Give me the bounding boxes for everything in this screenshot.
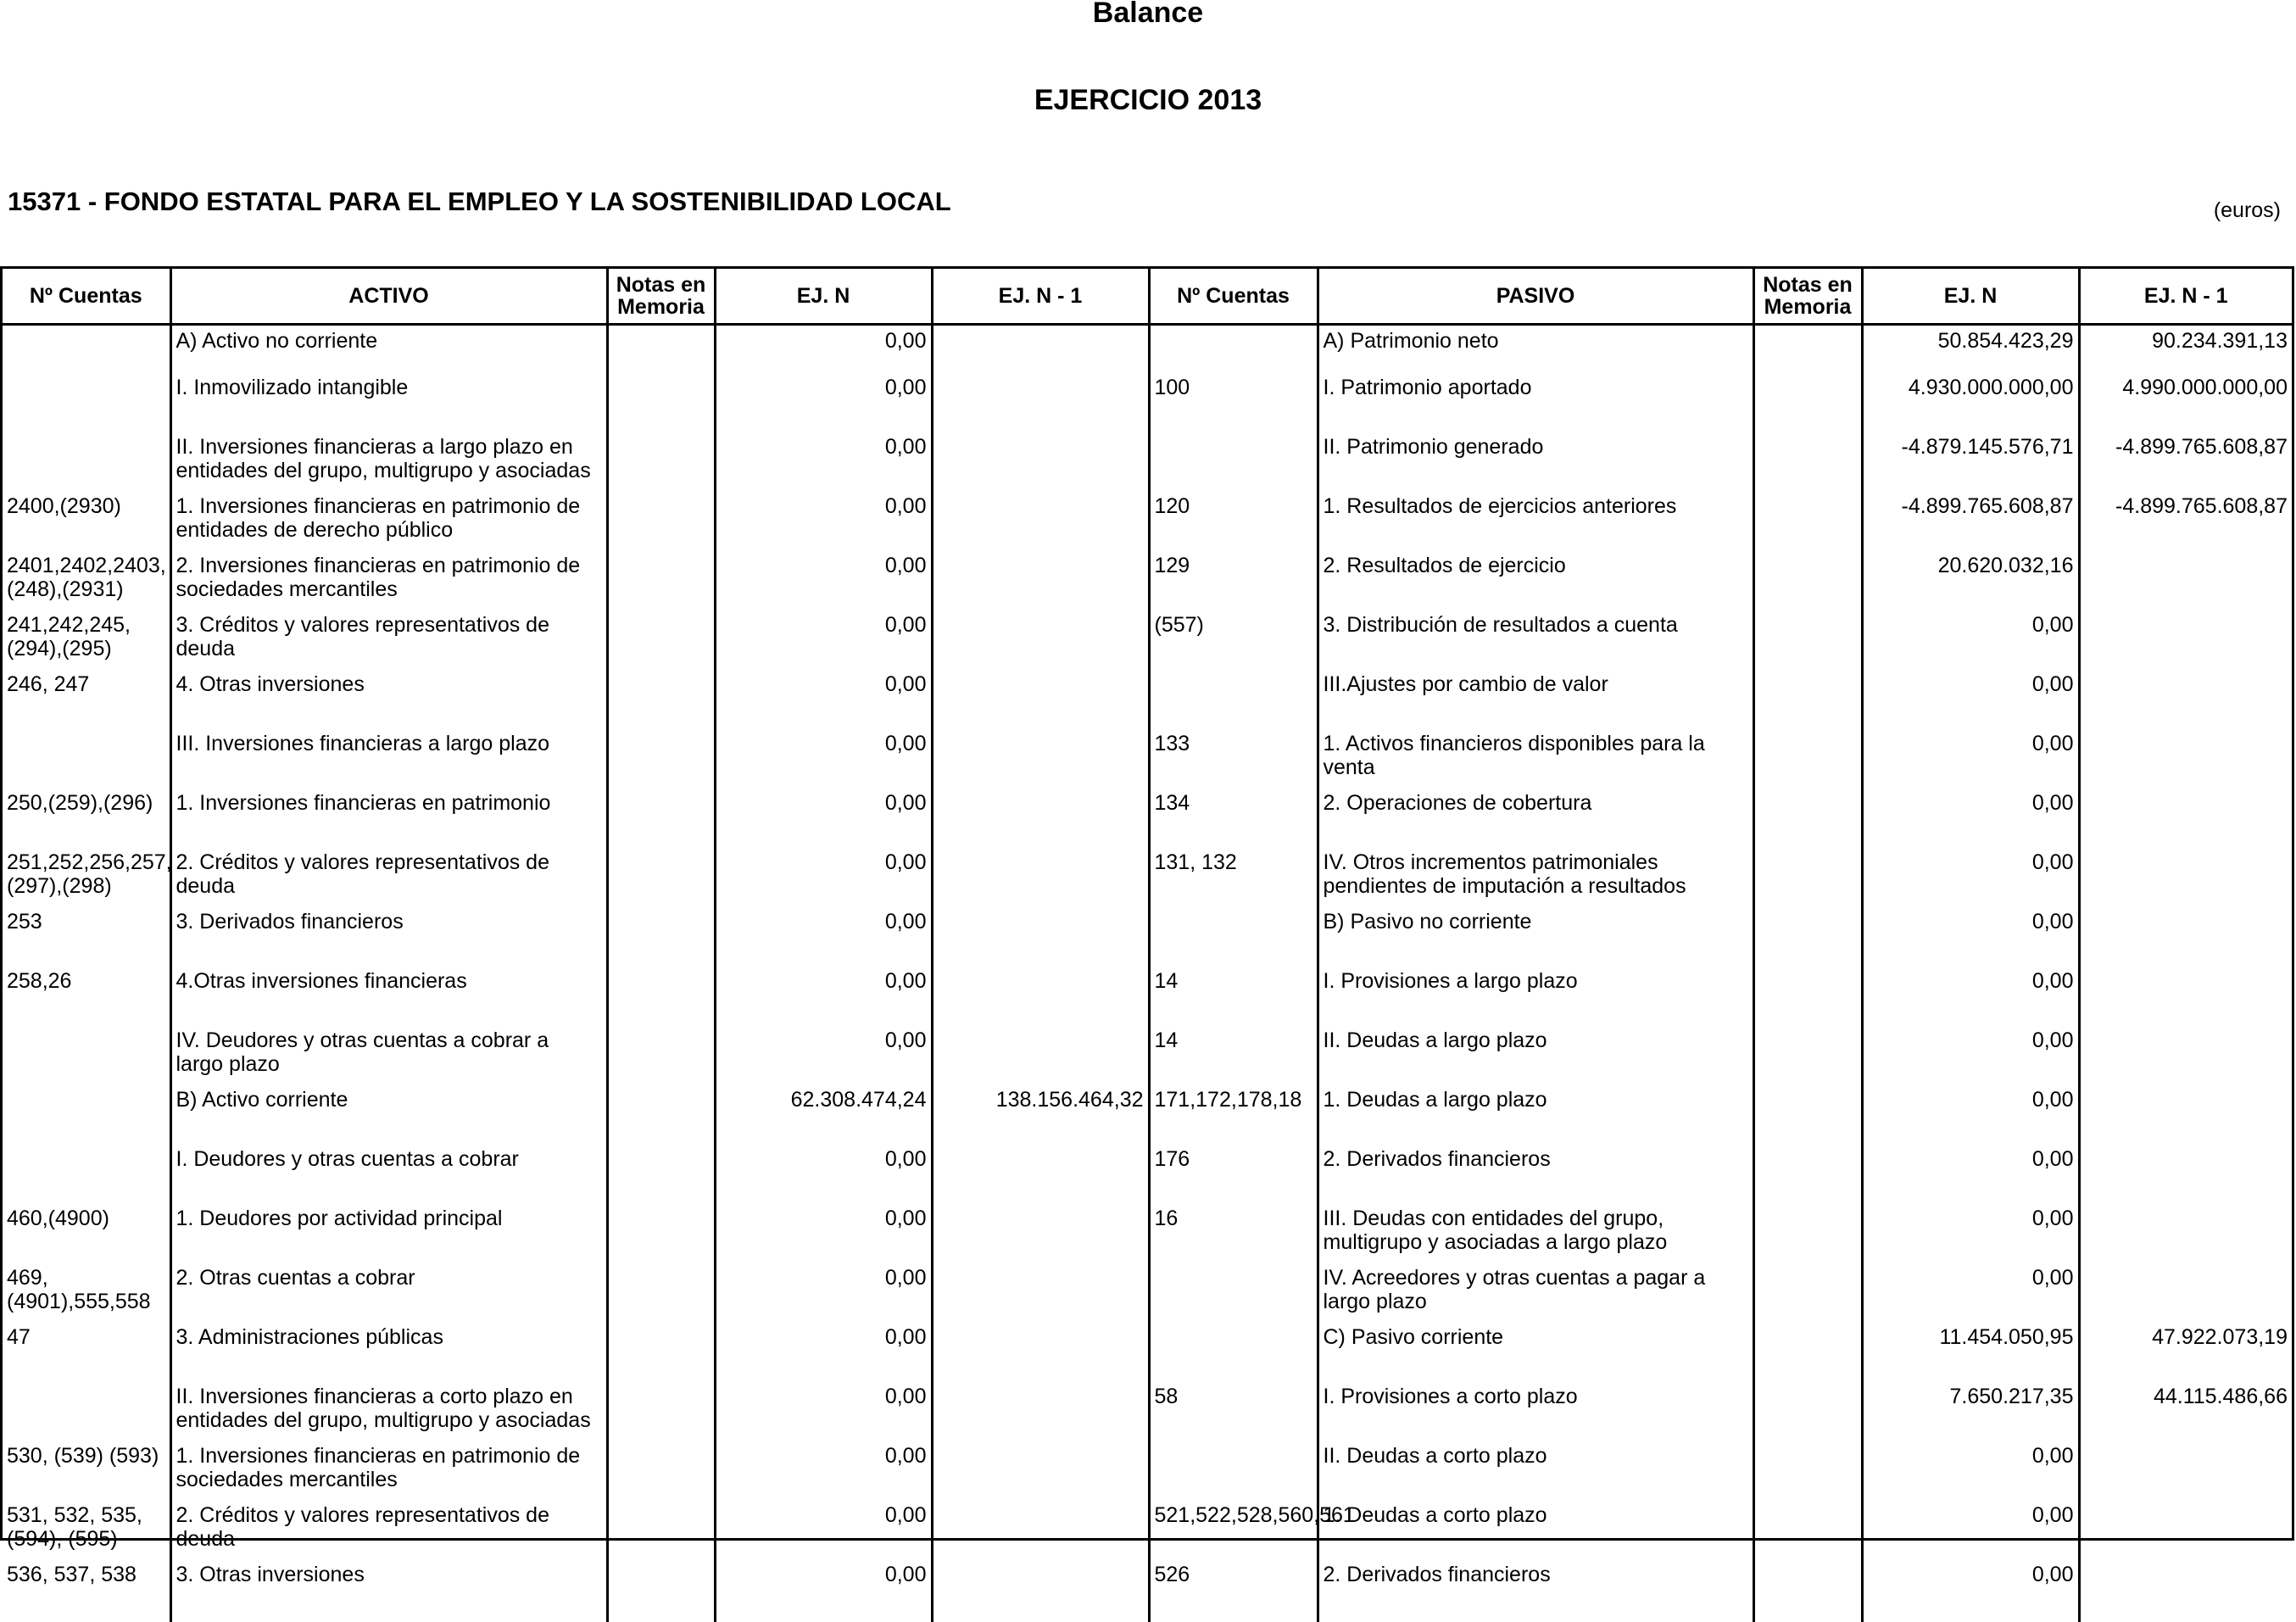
- cell-ejn-activo: 0,00: [715, 1563, 932, 1622]
- cell-ejn-pasivo: 0,00: [1862, 732, 2079, 791]
- cell-notas-activo: [607, 376, 715, 435]
- cell-notas-activo: [607, 325, 715, 376]
- cell-notas-activo: [607, 850, 715, 910]
- cell-notas-activo: [607, 554, 715, 613]
- cell-pasivo-label: 1. Deudas a corto plazo: [1318, 1503, 1753, 1563]
- cell-cuentas-pasivo: 58: [1149, 1385, 1318, 1444]
- cell-ejn-activo: 0,00: [715, 850, 932, 910]
- cell-ejn1-activo: [932, 1444, 1149, 1503]
- cell-cuentas-activo: 47: [3, 1325, 170, 1385]
- cell-ejn1-pasivo: [2079, 554, 2292, 613]
- cell-ejn1-pasivo: [2079, 969, 2292, 1028]
- cell-cuentas-pasivo: 100: [1149, 376, 1318, 435]
- cell-cuentas-activo: 531, 532, 535, (594), (595): [3, 1503, 170, 1563]
- cell-cuentas-pasivo: 131, 132: [1149, 850, 1318, 910]
- cell-activo-label: 2. Créditos y valores representativos de deuda: [170, 850, 607, 910]
- cell-cuentas-activo: 241,242,245,(294),(295): [3, 613, 170, 672]
- cell-pasivo-label: II. Deudas a largo plazo: [1318, 1028, 1753, 1088]
- cell-ejn-pasivo: 7.650.217,35: [1862, 1385, 2079, 1444]
- cell-ejn1-pasivo: [2079, 1147, 2292, 1207]
- cell-cuentas-activo: [3, 376, 170, 435]
- col-header-notas-activo: Notas en Memoria: [607, 269, 715, 325]
- col-header-notas-pasivo: Notas en Memoria: [1753, 269, 1862, 325]
- cell-pasivo-label: C) Pasivo corriente: [1318, 1325, 1753, 1385]
- cell-ejn1-activo: [932, 1028, 1149, 1088]
- cell-pasivo-label: 2. Derivados financieros: [1318, 1147, 1753, 1207]
- cell-notas-activo: [607, 1207, 715, 1266]
- cell-ejn1-activo: [932, 1147, 1149, 1207]
- cell-ejn-pasivo: 4.930.000.000,00: [1862, 376, 2079, 435]
- cell-ejn1-activo: [932, 1207, 1149, 1266]
- document-title: Balance: [0, 0, 2296, 25]
- cell-ejn-activo: 0,00: [715, 325, 932, 376]
- cell-notas-activo: [607, 435, 715, 494]
- cell-ejn1-activo: [932, 554, 1149, 613]
- cell-ejn-pasivo: 0,00: [1862, 1266, 2079, 1325]
- table-row: [3, 325, 2292, 376]
- col-header-pasivo: PASIVO: [1318, 269, 1753, 325]
- cell-pasivo-label: 1. Activos financieros disponibles para la venta: [1318, 732, 1753, 791]
- cell-cuentas-pasivo: [1149, 1266, 1318, 1325]
- col-header-ejn1-activo: EJ. N - 1: [932, 269, 1149, 325]
- cell-activo-label: 3. Otras inversiones: [170, 1563, 607, 1622]
- cell-activo-label: 1. Inversiones financieras en patrimonio de sociedades mercantiles: [170, 1444, 607, 1503]
- cell-ejn1-pasivo: [2079, 910, 2292, 969]
- cell-ejn1-activo: 138.156.464,32: [932, 1088, 1149, 1147]
- cell-activo-label: 3. Créditos y valores representativos de deuda: [170, 613, 607, 672]
- cell-notas-pasivo: [1753, 1503, 1862, 1563]
- cell-ejn-activo: 0,00: [715, 1028, 932, 1088]
- cell-ejn1-activo: [932, 376, 1149, 435]
- cell-activo-label: 1. Inversiones financieras en patrimonio de entidades de derecho público: [170, 494, 607, 554]
- cell-ejn1-activo: [932, 325, 1149, 376]
- cell-ejn1-pasivo: [2079, 1266, 2292, 1325]
- cell-notas-activo: [607, 732, 715, 791]
- cell-ejn-pasivo: 20.620.032,16: [1862, 554, 2079, 613]
- cell-pasivo-label: III.Ajustes por cambio de valor: [1318, 672, 1753, 732]
- cell-ejn-activo: 0,00: [715, 1503, 932, 1563]
- cell-notas-pasivo: [1753, 613, 1862, 672]
- cell-pasivo-label: 2. Resultados de ejercicio: [1318, 554, 1753, 613]
- cell-notas-activo: [607, 1444, 715, 1503]
- cell-ejn1-activo: [932, 1503, 1149, 1563]
- table-row: [3, 1028, 2292, 1088]
- cell-ejn1-activo: [932, 1266, 1149, 1325]
- cell-activo-label: 3. Administraciones públicas: [170, 1325, 607, 1385]
- cell-cuentas-activo: [3, 1088, 170, 1147]
- cell-ejn1-pasivo: [2079, 1444, 2292, 1503]
- cell-pasivo-label: I. Provisiones a corto plazo: [1318, 1385, 1753, 1444]
- table-row: [3, 732, 2292, 791]
- cell-activo-label: A) Activo no corriente: [170, 325, 607, 376]
- cell-notas-pasivo: [1753, 672, 1862, 732]
- cell-ejn-pasivo: -4.899.765.608,87: [1862, 494, 2079, 554]
- table-row: [3, 1147, 2292, 1207]
- cell-ejn1-pasivo: [2079, 1563, 2292, 1622]
- cell-activo-label: 2. Inversiones financieras en patrimonio de sociedades mercantiles: [170, 554, 607, 613]
- cell-notas-activo: [607, 1028, 715, 1088]
- cell-cuentas-pasivo: 16: [1149, 1207, 1318, 1266]
- cell-cuentas-pasivo: 521,522,528,560,561: [1149, 1503, 1318, 1563]
- cell-cuentas-pasivo: 14: [1149, 1028, 1318, 1088]
- cell-ejn1-activo: [932, 613, 1149, 672]
- cell-cuentas-activo: 2401,2402,2403,(248),(2931): [3, 554, 170, 613]
- cell-cuentas-pasivo: [1149, 1444, 1318, 1503]
- entity-name: 15371 - FONDO ESTATAL PARA EL EMPLEO Y LA SOSTENIBILIDAD LOCAL: [8, 185, 951, 219]
- cell-activo-label: 1. Deudores por actividad principal: [170, 1207, 607, 1266]
- cell-pasivo-label: 1. Resultados de ejercicios anteriores: [1318, 494, 1753, 554]
- table-row: [3, 850, 2292, 910]
- cell-cuentas-pasivo: 14: [1149, 969, 1318, 1028]
- cell-ejn-activo: 0,00: [715, 1147, 932, 1207]
- table-row: [3, 494, 2292, 554]
- cell-activo-label: B) Activo corriente: [170, 1088, 607, 1147]
- table-row: [3, 1266, 2292, 1325]
- table-row: [3, 1325, 2292, 1385]
- cell-cuentas-pasivo: [1149, 672, 1318, 732]
- cell-ejn1-activo: [932, 1563, 1149, 1622]
- cell-cuentas-activo: 469, (4901),555,558: [3, 1266, 170, 1325]
- col-header-activo: ACTIVO: [170, 269, 607, 325]
- table-row: [3, 376, 2292, 435]
- cell-ejn-pasivo: 0,00: [1862, 969, 2079, 1028]
- cell-ejn-activo: 0,00: [715, 1325, 932, 1385]
- cell-ejn-activo: 0,00: [715, 1207, 932, 1266]
- cell-ejn-activo: 62.308.474,24: [715, 1088, 932, 1147]
- cell-ejn1-pasivo: [2079, 850, 2292, 910]
- cell-notas-activo: [607, 1266, 715, 1325]
- cell-ejn-activo: 0,00: [715, 435, 932, 494]
- cell-ejn-activo: 0,00: [715, 791, 932, 850]
- cell-notas-activo: [607, 1325, 715, 1385]
- cell-notas-activo: [607, 613, 715, 672]
- cell-notas-activo: [607, 1385, 715, 1444]
- cell-notas-pasivo: [1753, 1028, 1862, 1088]
- cell-cuentas-pasivo: [1149, 1325, 1318, 1385]
- cell-cuentas-pasivo: 526: [1149, 1563, 1318, 1622]
- cell-ejn1-activo: [932, 850, 1149, 910]
- cell-notas-pasivo: [1753, 1207, 1862, 1266]
- table-row: [3, 1503, 2292, 1563]
- cell-cuentas-pasivo: 171,172,178,18: [1149, 1088, 1318, 1147]
- cell-pasivo-label: B) Pasivo no corriente: [1318, 910, 1753, 969]
- cell-ejn1-activo: [932, 732, 1149, 791]
- cell-cuentas-activo: 460,(4900): [3, 1207, 170, 1266]
- cell-notas-pasivo: [1753, 325, 1862, 376]
- cell-activo-label: 2. Créditos y valores representativos de deuda: [170, 1503, 607, 1563]
- cell-activo-label: III. Inversiones financieras a largo plazo: [170, 732, 607, 791]
- table-row: [3, 435, 2292, 494]
- cell-pasivo-label: IV. Acreedores y otras cuentas a pagar a largo plazo: [1318, 1266, 1753, 1325]
- col-header-cuentas-activo: Nº Cuentas: [3, 269, 170, 325]
- cell-ejn-activo: 0,00: [715, 376, 932, 435]
- cell-notas-activo: [607, 494, 715, 554]
- table-body: [3, 325, 2292, 1622]
- cell-cuentas-activo: 530, (539) (593): [3, 1444, 170, 1503]
- cell-activo-label: II. Inversiones financieras a largo plazo en entidades del grupo, multigrupo y asociadas: [170, 435, 607, 494]
- cell-ejn1-activo: [932, 1325, 1149, 1385]
- cell-ejn1-pasivo: -4.899.765.608,87: [2079, 494, 2292, 554]
- cell-cuentas-activo: 536, 537, 538: [3, 1563, 170, 1622]
- cell-ejn1-pasivo: 90.234.391,13: [2079, 325, 2292, 376]
- cell-pasivo-label: 2. Operaciones de cobertura: [1318, 791, 1753, 850]
- cell-notas-pasivo: [1753, 1325, 1862, 1385]
- cell-pasivo-label: II. Deudas a corto plazo: [1318, 1444, 1753, 1503]
- cell-activo-label: II. Inversiones financieras a corto plazo en entidades del grupo, multigrupo y asociadas: [170, 1385, 607, 1444]
- cell-ejn-activo: 0,00: [715, 732, 932, 791]
- cell-ejn-pasivo: 0,00: [1862, 613, 2079, 672]
- cell-notas-activo: [607, 672, 715, 732]
- cell-activo-label: 3. Derivados financieros: [170, 910, 607, 969]
- cell-cuentas-pasivo: [1149, 435, 1318, 494]
- cell-ejn1-pasivo: [2079, 1028, 2292, 1088]
- cell-cuentas-pasivo: [1149, 325, 1318, 376]
- cell-cuentas-pasivo: 120: [1149, 494, 1318, 554]
- table-row: [3, 1088, 2292, 1147]
- cell-notas-pasivo: [1753, 791, 1862, 850]
- cell-ejn-pasivo: 0,00: [1862, 672, 2079, 732]
- cell-notas-pasivo: [1753, 1444, 1862, 1503]
- cell-ejn-activo: 0,00: [715, 1385, 932, 1444]
- cell-ejn1-pasivo: [2079, 1503, 2292, 1563]
- cell-activo-label: 4.Otras inversiones financieras: [170, 969, 607, 1028]
- cell-cuentas-pasivo: 134: [1149, 791, 1318, 850]
- cell-ejn1-pasivo: [2079, 1207, 2292, 1266]
- cell-ejn1-pasivo: 4.990.000.000,00: [2079, 376, 2292, 435]
- cell-ejn1-activo: [932, 910, 1149, 969]
- table-row: [3, 791, 2292, 850]
- cell-cuentas-activo: 258,26: [3, 969, 170, 1028]
- cell-notas-pasivo: [1753, 1147, 1862, 1207]
- cell-notas-pasivo: [1753, 969, 1862, 1028]
- cell-ejn-pasivo: 0,00: [1862, 1503, 2079, 1563]
- cell-ejn-pasivo: 0,00: [1862, 791, 2079, 850]
- cell-pasivo-label: II. Patrimonio generado: [1318, 435, 1753, 494]
- cell-ejn-pasivo: 0,00: [1862, 1444, 2079, 1503]
- cell-ejn-pasivo: 50.854.423,29: [1862, 325, 2079, 376]
- table-row: [3, 554, 2292, 613]
- cell-cuentas-activo: 2400,(2930): [3, 494, 170, 554]
- cell-ejn1-pasivo: [2079, 791, 2292, 850]
- cell-ejn-activo: 0,00: [715, 969, 932, 1028]
- cell-pasivo-label: 3. Distribución de resultados a cuenta: [1318, 613, 1753, 672]
- col-header-ejn-pasivo: EJ. N: [1862, 269, 2079, 325]
- cell-ejn-pasivo: 0,00: [1862, 850, 2079, 910]
- table-row: [3, 910, 2292, 969]
- col-header-cuentas-pasivo: Nº Cuentas: [1149, 269, 1318, 325]
- cell-pasivo-label: A) Patrimonio neto: [1318, 325, 1753, 376]
- cell-ejn1-activo: [932, 1385, 1149, 1444]
- cell-activo-label: I. Inmovilizado intangible: [170, 376, 607, 435]
- cell-ejn1-pasivo: [2079, 1088, 2292, 1147]
- cell-notas-pasivo: [1753, 1385, 1862, 1444]
- cell-ejn-activo: 0,00: [715, 910, 932, 969]
- cell-ejn1-activo: [932, 435, 1149, 494]
- cell-ejn-activo: 0,00: [715, 494, 932, 554]
- cell-notas-pasivo: [1753, 1088, 1862, 1147]
- table-row: [3, 1563, 2292, 1622]
- balance-table: [3, 269, 2292, 1622]
- cell-ejn1-pasivo: 47.922.073,19: [2079, 1325, 2292, 1385]
- cell-pasivo-label: 1. Deudas a largo plazo: [1318, 1088, 1753, 1147]
- cell-notas-pasivo: [1753, 554, 1862, 613]
- cell-pasivo-label: III. Deudas con entidades del grupo, multigrupo y asociadas a largo plazo: [1318, 1207, 1753, 1266]
- cell-ejn-pasivo: 11.454.050,95: [1862, 1325, 2079, 1385]
- cell-notas-activo: [607, 1147, 715, 1207]
- cell-cuentas-activo: 246, 247: [3, 672, 170, 732]
- cell-notas-activo: [607, 791, 715, 850]
- cell-ejn1-activo: [932, 494, 1149, 554]
- cell-notas-pasivo: [1753, 1266, 1862, 1325]
- cell-ejn1-pasivo: -4.899.765.608,87: [2079, 435, 2292, 494]
- table-row: [3, 672, 2292, 732]
- cell-ejn-activo: 0,00: [715, 1266, 932, 1325]
- cell-notas-pasivo: [1753, 910, 1862, 969]
- cell-cuentas-activo: [3, 1028, 170, 1088]
- table-row: [3, 613, 2292, 672]
- cell-notas-pasivo: [1753, 1563, 1862, 1622]
- cell-cuentas-activo: [3, 1385, 170, 1444]
- cell-notas-activo: [607, 1088, 715, 1147]
- cell-notas-activo: [607, 1563, 715, 1622]
- cell-notas-pasivo: [1753, 732, 1862, 791]
- cell-cuentas-activo: [3, 732, 170, 791]
- cell-notas-pasivo: [1753, 850, 1862, 910]
- cell-cuentas-activo: [3, 325, 170, 376]
- table-row: [3, 1207, 2292, 1266]
- cell-notas-activo: [607, 1503, 715, 1563]
- cell-ejn-pasivo: 0,00: [1862, 1028, 2079, 1088]
- table-header-row: [3, 269, 2292, 325]
- cell-ejn1-pasivo: [2079, 672, 2292, 732]
- cell-cuentas-activo: [3, 435, 170, 494]
- cell-pasivo-label: IV. Otros incrementos patrimoniales pendientes de imputación a resultados: [1318, 850, 1753, 910]
- table-row: [3, 1385, 2292, 1444]
- cell-ejn1-pasivo: [2079, 732, 2292, 791]
- cell-ejn1-pasivo: [2079, 613, 2292, 672]
- cell-ejn1-activo: [932, 969, 1149, 1028]
- balance-table-container: [0, 266, 2294, 1541]
- cell-cuentas-activo: 250,(259),(296): [3, 791, 170, 850]
- cell-cuentas-pasivo: (557): [1149, 613, 1318, 672]
- cell-notas-pasivo: [1753, 376, 1862, 435]
- fiscal-year-heading: EJERCICIO 2013: [0, 83, 2296, 117]
- cell-ejn-pasivo: -4.879.145.576,71: [1862, 435, 2079, 494]
- cell-ejn-pasivo: 0,00: [1862, 1147, 2079, 1207]
- cell-notas-activo: [607, 969, 715, 1028]
- cell-ejn-pasivo: 0,00: [1862, 1088, 2079, 1147]
- cell-activo-label: 1. Inversiones financieras en patrimonio: [170, 791, 607, 850]
- cell-ejn-pasivo: 0,00: [1862, 1563, 2079, 1622]
- cell-ejn-pasivo: 0,00: [1862, 1207, 2079, 1266]
- cell-activo-label: 2. Otras cuentas a cobrar: [170, 1266, 607, 1325]
- cell-ejn-activo: 0,00: [715, 554, 932, 613]
- cell-ejn1-pasivo: 44.115.486,66: [2079, 1385, 2292, 1444]
- cell-cuentas-activo: 253: [3, 910, 170, 969]
- cell-cuentas-pasivo: [1149, 910, 1318, 969]
- cell-ejn1-activo: [932, 791, 1149, 850]
- cell-pasivo-label: I. Provisiones a largo plazo: [1318, 969, 1753, 1028]
- currency-units: (euros): [2214, 197, 2281, 224]
- cell-pasivo-label: 2. Derivados financieros: [1318, 1563, 1753, 1622]
- cell-activo-label: 4. Otras inversiones: [170, 672, 607, 732]
- col-header-ejn-activo: EJ. N: [715, 269, 932, 325]
- cell-cuentas-pasivo: 133: [1149, 732, 1318, 791]
- cell-notas-activo: [607, 910, 715, 969]
- cell-activo-label: I. Deudores y otras cuentas a cobrar: [170, 1147, 607, 1207]
- cell-notas-pasivo: [1753, 435, 1862, 494]
- cell-ejn1-activo: [932, 672, 1149, 732]
- table-row: [3, 1444, 2292, 1503]
- cell-cuentas-activo: 251,252,256,257,(297),(298): [3, 850, 170, 910]
- cell-pasivo-label: I. Patrimonio aportado: [1318, 376, 1753, 435]
- cell-ejn-activo: 0,00: [715, 1444, 932, 1503]
- table-row: [3, 969, 2292, 1028]
- cell-notas-pasivo: [1753, 494, 1862, 554]
- cell-ejn-pasivo: 0,00: [1862, 910, 2079, 969]
- cell-activo-label: IV. Deudores y otras cuentas a cobrar a largo plazo: [170, 1028, 607, 1088]
- cell-cuentas-pasivo: 129: [1149, 554, 1318, 613]
- cell-cuentas-activo: [3, 1147, 170, 1207]
- col-header-ejn1-pasivo: EJ. N - 1: [2079, 269, 2292, 325]
- cell-cuentas-pasivo: 176: [1149, 1147, 1318, 1207]
- cell-ejn-activo: 0,00: [715, 672, 932, 732]
- cell-ejn-activo: 0,00: [715, 613, 932, 672]
